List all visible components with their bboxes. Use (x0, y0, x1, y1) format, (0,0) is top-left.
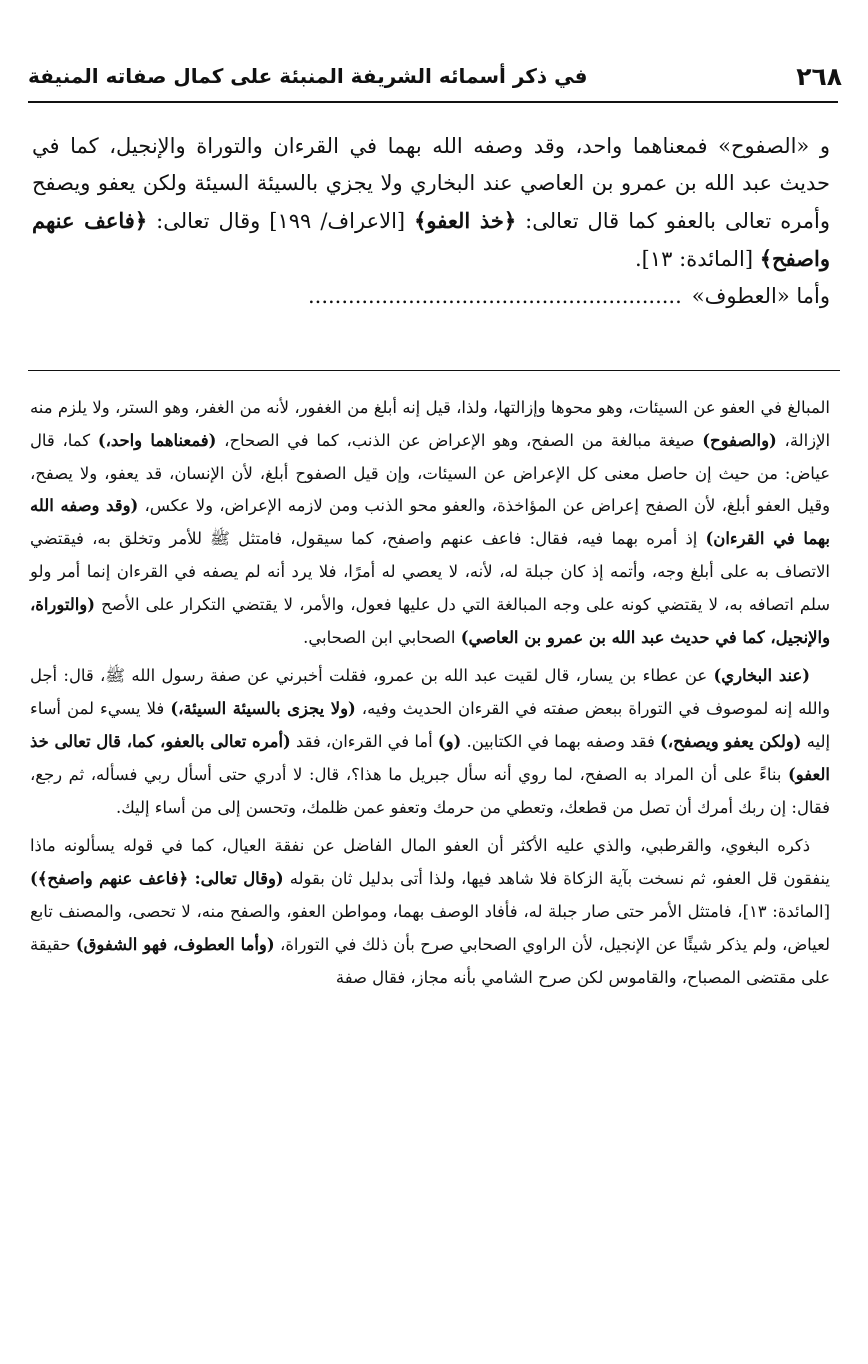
main-paragraph (32, 128, 830, 278)
header-rule (28, 101, 838, 103)
text-run: فقد وصفه بهما في الكتابين. (461, 731, 661, 751)
text-run: الصحابي ابن الصحابي. (303, 627, 461, 647)
text-run: إذ أمره بهما فيه، فقال: فاعف عنهم واصفح، كما سيقول، فامتثل ﷺ للأمر وتخلق به، فيقتضي الاتصاف به على أبلغ وجه، وأتمه إذ كان جبلة له، لأنه، لا يعصي له أمرًا، فلا يرد أنه لم يصفه في القرءان إنما أمر ولو سلم اتصافه به، لا يقتضي كونه على وجه المبالغة التي دل عليها فعول، والأمر، لا يقتضي التكرار على الأصح (30, 529, 830, 614)
text-run: المبالغ في العفو عن السيئات، وهو محوها وإزالتها، ولذا، قيل إنه أبلغ من الغفور، لأنه من الغفر، وهو الستر، ولا يلزم منه الإزالة، (30, 398, 830, 450)
text-run: و «الصفوح» فمعناهما واحد، وقد وصفه الله بهما في القرءان والتوراة والإنجيل، كما في حديث عبد الله بن عمرو بن العاصي عند البخاري ولا يجزي بالسيئة السيئة ولكن يعفو ويصفح وأمره تعالى بالعفو كما قال تعالى: (32, 134, 831, 233)
text-run: [المائدة: ١٣]، فامتثل الأمر حتى صار جبلة له، فأفاد الوصف بهما، ومواطن العفو، والصفح منه، لا تحصى، والمصنف تابع لعياض، ولم يذكر شيئًا عن الإنجيل، لأن الراوي الصحابي صرح بأن ذلك في التوراة، (30, 901, 830, 954)
commentary-paragraph (30, 830, 830, 994)
commentary-text (30, 392, 830, 994)
text-run: [الاعراف/ ١٩٩] وقال تعالى: (147, 209, 415, 233)
text-run: صيغة مبالغة من الصفح، وهو الإعراض عن الذنب، كما في الصحاح، (216, 430, 703, 450)
bold-run: (أمره تعالى بالعفو، كما، قال تعالى خذ العفو) (30, 731, 830, 784)
running-title: في ذكر أسمائه الشريفة المنبئة على كمال صفاته المنيفة (28, 64, 588, 88)
text-run: كما، قال عياض: من حيث إن حاصل معنى كل الإعراض عن السيئات، وإن قيل الصفوح أبلغ، لأن الإنسان، قد يعفو، ولا يصفح، وقيل العفو أبلغ، لأن الصفح إعراض عن المؤاخذة، والعفو محو الذنب ومن لازمه الإعراض، ولا عكس، (30, 430, 830, 516)
main-paragraph (32, 278, 830, 315)
commentary-paragraph (30, 392, 830, 654)
ellipsis-dots: ........................................................ (307, 284, 682, 308)
text-run: حقيقة على مقتضى المصباح، والقاموس لكن صرح الشامي بأنه مجاز، فقال صفة (30, 934, 830, 987)
separator-rule (28, 370, 840, 371)
bold-run: (وقد وصفه الله بهما في القرءان) (30, 496, 830, 549)
quran-quote: ﴿خذ العفو﴾ (414, 208, 517, 233)
main-text (32, 128, 830, 315)
running-head (28, 56, 842, 96)
text-run: أما في القرءان، فقد (290, 731, 438, 751)
text-run: بناءً على أن المراد به الصفح، لما روي أنه سأل جبريل ما هذا؟، قال: لا أدري حتى أسأل ربي فسأله، ثم رجع، فقال: إن ربك أمرك أن تصل من قطعك، وتعطي من حرمك وتعفو عمن ظلمك، وتحسن إلى من أساء إليك. (30, 764, 830, 817)
commentary-paragraph (30, 660, 830, 824)
bold-run: (وأما العطوف، فهو الشفوق) (75, 934, 275, 954)
page-number: ٢٦٨ (796, 61, 842, 91)
text-run: [المائدة: ١٣]. (635, 247, 760, 271)
text-run: وأما «العطوف» (691, 284, 830, 308)
text-run: فلا يسيء لمن أساء إليه (30, 699, 830, 751)
bold-run: (و) (437, 731, 462, 751)
bold-run: (وقال تعالى: ﴿فاعف عنهم واصفح﴾) (30, 869, 284, 889)
text-run: ذكره البغوي، والقرطبي، والذي عليه الأكثر أن العفو المال الفاضل عن نفقة العيال، كما في قوله يسألونه ماذا ينفقون قل العفو، ثم نسخت بآية الزكاة فلا شاهد فيها، ولذا أتى بدليل ثان بقوله (30, 836, 830, 889)
bold-run: (فمعناهما واحد،) (97, 430, 217, 450)
bold-run: (ولا يجزى بالسيئة السيئة،) (170, 699, 356, 719)
bold-run: (عند البخاري) (713, 666, 810, 686)
bold-run: (والصفوح) (702, 430, 777, 450)
bold-run: (ولكن يعفو ويصفح،) (660, 731, 802, 751)
bold-run: (والتوراة، والإنجيل، كما في حديث عبد الله بن عمرو بن العاصي) (30, 594, 830, 647)
quran-quote: ﴿فاعف عنهم واصفح﴾ (32, 208, 830, 271)
text-run: عن عطاء بن يسار، قال لقيت عبد الله بن عمرو، فقلت أخبرني عن صفة رسول الله ﷺ، قال: أجل والله إنه لموصوف في التوراة ببعض صفته في القرءان الحديث وفيه، (30, 666, 830, 719)
